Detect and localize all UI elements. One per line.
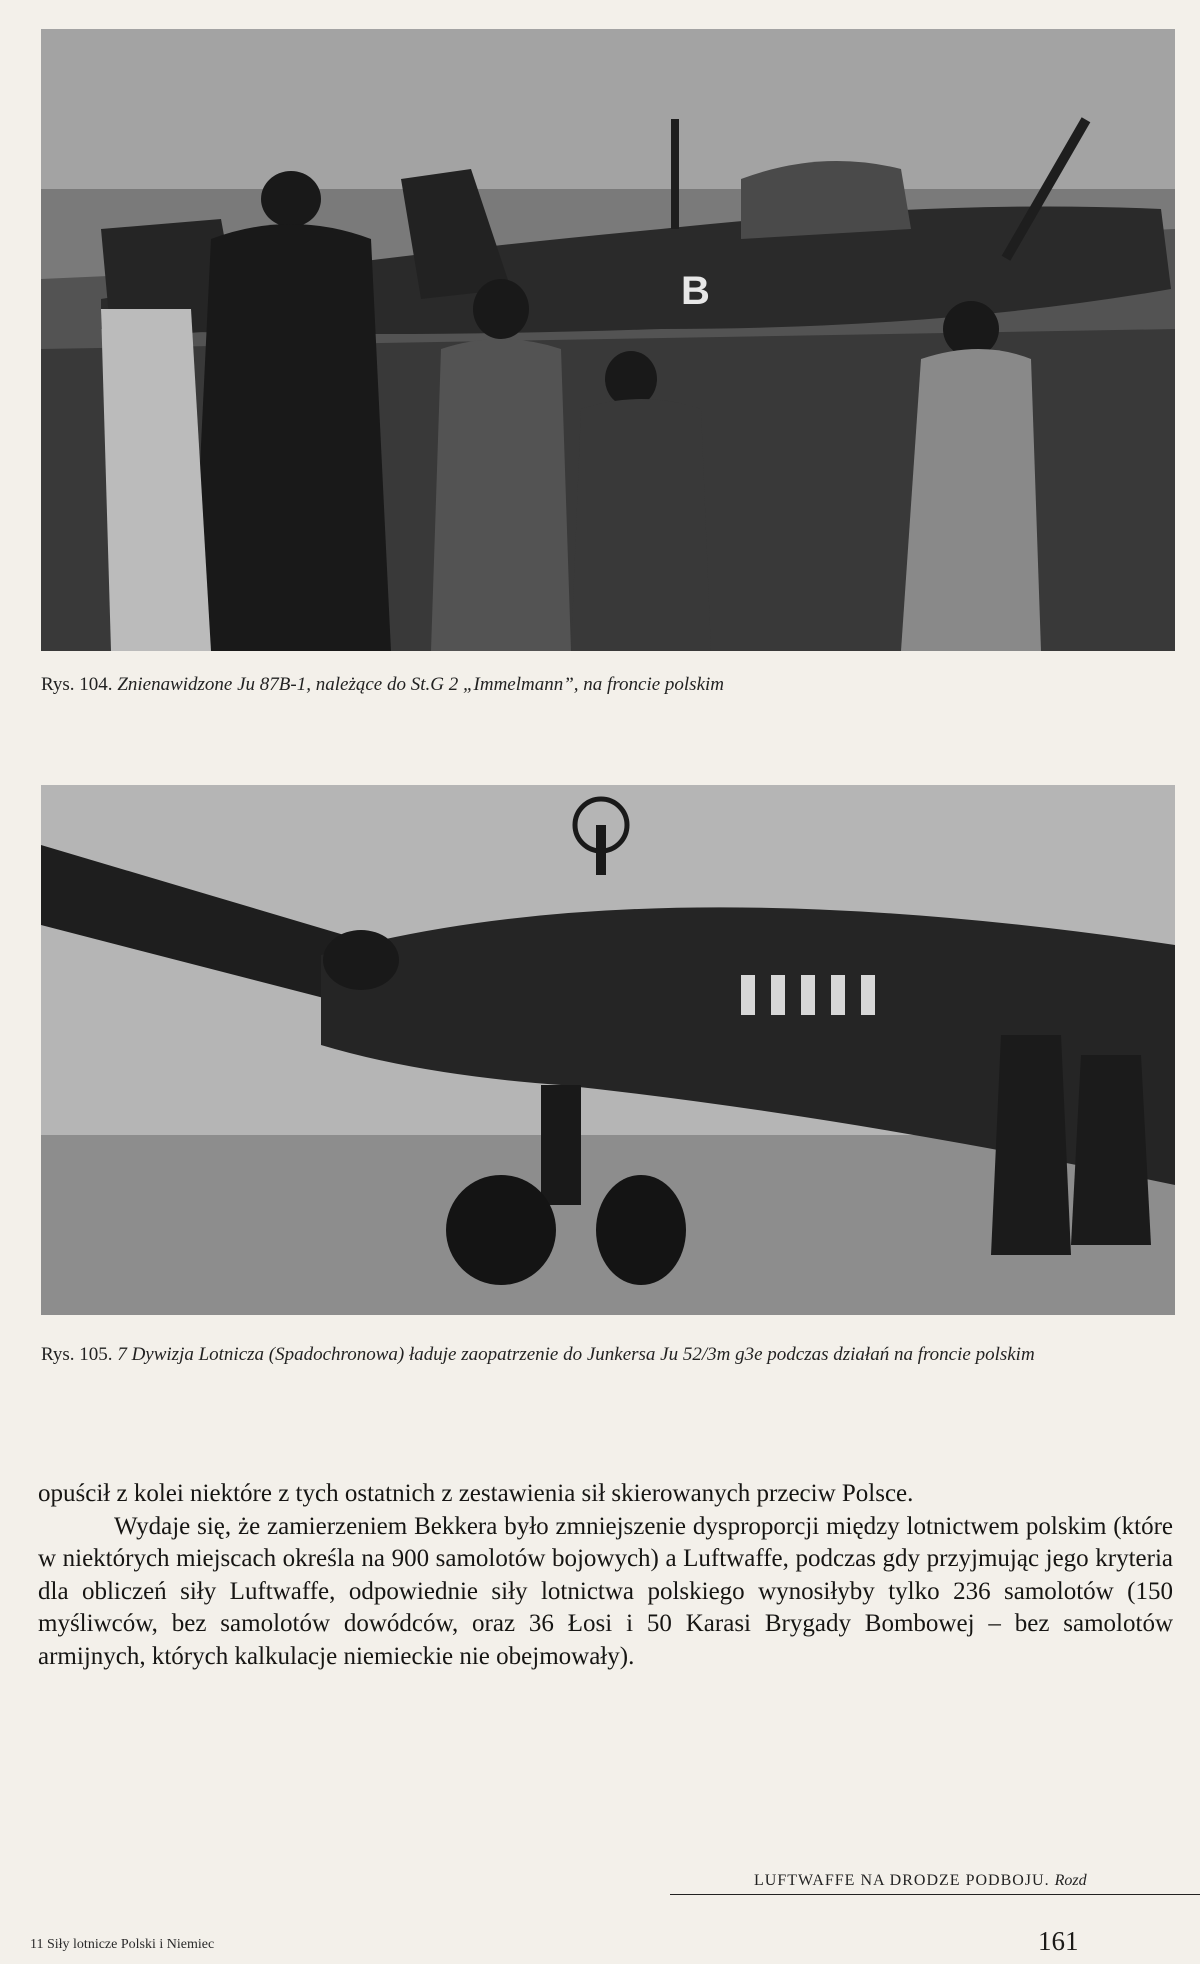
aircraft-letter-marking: B xyxy=(681,269,710,313)
running-head-rule xyxy=(670,1894,1200,1895)
landing-gear xyxy=(541,1085,581,1205)
body-text xyxy=(38,1478,1173,1673)
paragraph: opuścił z kolei niektóre z tych ostatnich z zestawienia sił skierowanych przeciw Polsce. xyxy=(38,1480,914,1507)
photo-ju52 xyxy=(41,785,1175,1315)
caption-label: Rys. 105. xyxy=(41,1344,113,1365)
running-head-title: LUFTWAFFE NA DRODZE PODBOJU. xyxy=(754,1872,1050,1889)
footer-signature: 11 Siły lotnicze Polski i Niemiec xyxy=(30,1937,215,1952)
sky xyxy=(41,29,1175,189)
wheel-left xyxy=(446,1175,556,1285)
antenna-mast xyxy=(671,119,679,229)
running-head xyxy=(754,1872,1200,1890)
page-number: 161 xyxy=(1038,1926,1079,1956)
canopy xyxy=(741,161,911,239)
running-head-section: Rozd xyxy=(1054,1872,1087,1889)
caption-figure-105 xyxy=(41,1342,1175,1368)
photo-ju87 xyxy=(41,29,1175,651)
wheel-right xyxy=(596,1175,686,1285)
caption-figure-104 xyxy=(41,672,1175,698)
photo-ju52-drawing xyxy=(41,785,1175,1315)
gun-mount xyxy=(596,825,606,875)
caption-text: Znienawidzone Ju 87B-1, należące do St.G 2 „Immelmann”, na froncie polskim xyxy=(117,674,725,695)
caption-label: Rys. 104. xyxy=(41,674,113,695)
photo-ju87-drawing xyxy=(41,29,1175,651)
caption-text: 7 Dywizja Lotnicza (Spadochronowa) ładuje zaopatrzenie do Junkersa Ju 52/3m g3e podczas działań na froncie polskim xyxy=(117,1344,1035,1365)
paragraph: Wydaje się, że zamierzeniem Bekkera było zmniejszenie dysproporcji między lotnictwem polskim (które w niektórych miejscach określa na 900 samolotów bojowych) a Luftwaffe, podczas gdy przyjmując jego kryteria dla obliczeń siły Luftwaffe, odpowiednie siły lotnictwa polskiego wynosiłyby tylko 236 samolotów (150 myśliwców, bez samolotów dowódców, oraz 36 Łosi i 50 Karasi Brygady Bombowej – bez samolotów armijnych, których kalkulacje niemieckie nie obejmowały). xyxy=(38,1512,1173,1670)
engine xyxy=(323,930,399,990)
